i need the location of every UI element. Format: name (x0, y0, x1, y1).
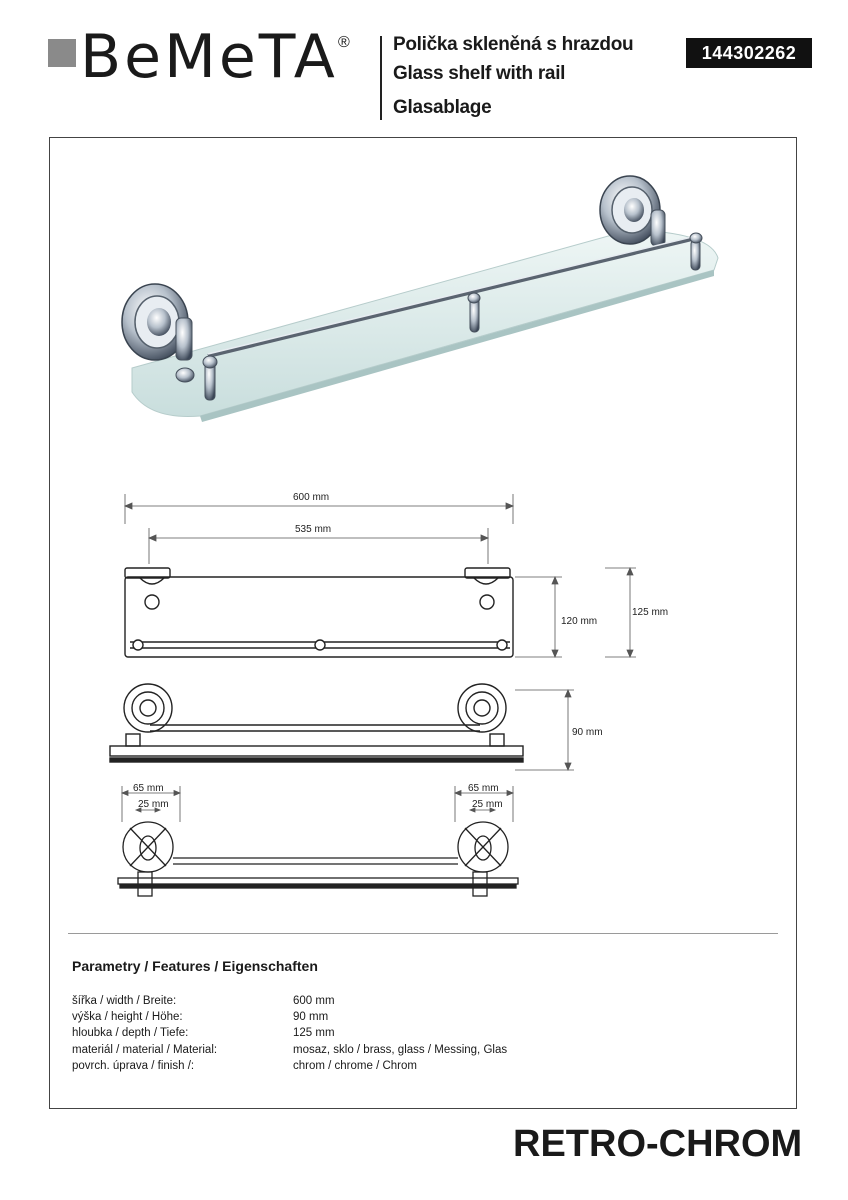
header-divider (380, 36, 382, 120)
product-title-cz: Polička skleněná s hrazdou (393, 34, 634, 55)
param-value-height: 90 mm (293, 1011, 329, 1023)
param-value-material: mosaz, sklo / brass, glass / Messing, Glas (293, 1044, 508, 1056)
dim-depth-total: 125 mm (632, 607, 669, 618)
dim-left-25: 25 mm (138, 799, 169, 810)
product-title-en: Glass shelf with rail (393, 63, 566, 84)
dim-depth-glass: 120 mm (561, 616, 598, 627)
product-code-badge: 144302262 (686, 38, 812, 68)
product-title-de: Glasablage (393, 97, 492, 118)
param-label-material: materiál / material / Material: (72, 1044, 218, 1056)
param-value-depth: 125 mm (293, 1027, 335, 1039)
technical-drawing (100, 480, 669, 920)
param-value-finish: chrom / chrome / Chrom (293, 1060, 417, 1072)
dim-left-65: 65 mm (133, 783, 164, 794)
params-heading: Parametry / Features / Eigenschaften (72, 958, 318, 974)
dim-right-25: 25 mm (472, 799, 503, 810)
dim-height: 90 mm (572, 727, 603, 738)
param-value-width: 600 mm (293, 995, 335, 1007)
params-divider (68, 933, 778, 934)
series-name: RETRO-CHROM (513, 1123, 803, 1165)
registered-mark: ® (338, 34, 350, 51)
dim-right-65: 65 mm (468, 783, 499, 794)
dim-mount-spacing: 535 mm (295, 524, 332, 535)
param-label-finish: povrch. úprava / finish /: (72, 1060, 195, 1072)
logo-square-mark (48, 39, 76, 67)
param-label-width: šířka / width / Breite: (72, 995, 177, 1007)
product-photo (110, 170, 730, 430)
brand-logo: BeMeTA (80, 22, 338, 92)
param-label-height: výška / height / Höhe: (72, 1011, 183, 1023)
param-label-depth: hloubka / depth / Tiefe: (72, 1027, 189, 1039)
dim-width-total: 600 mm (293, 492, 330, 503)
